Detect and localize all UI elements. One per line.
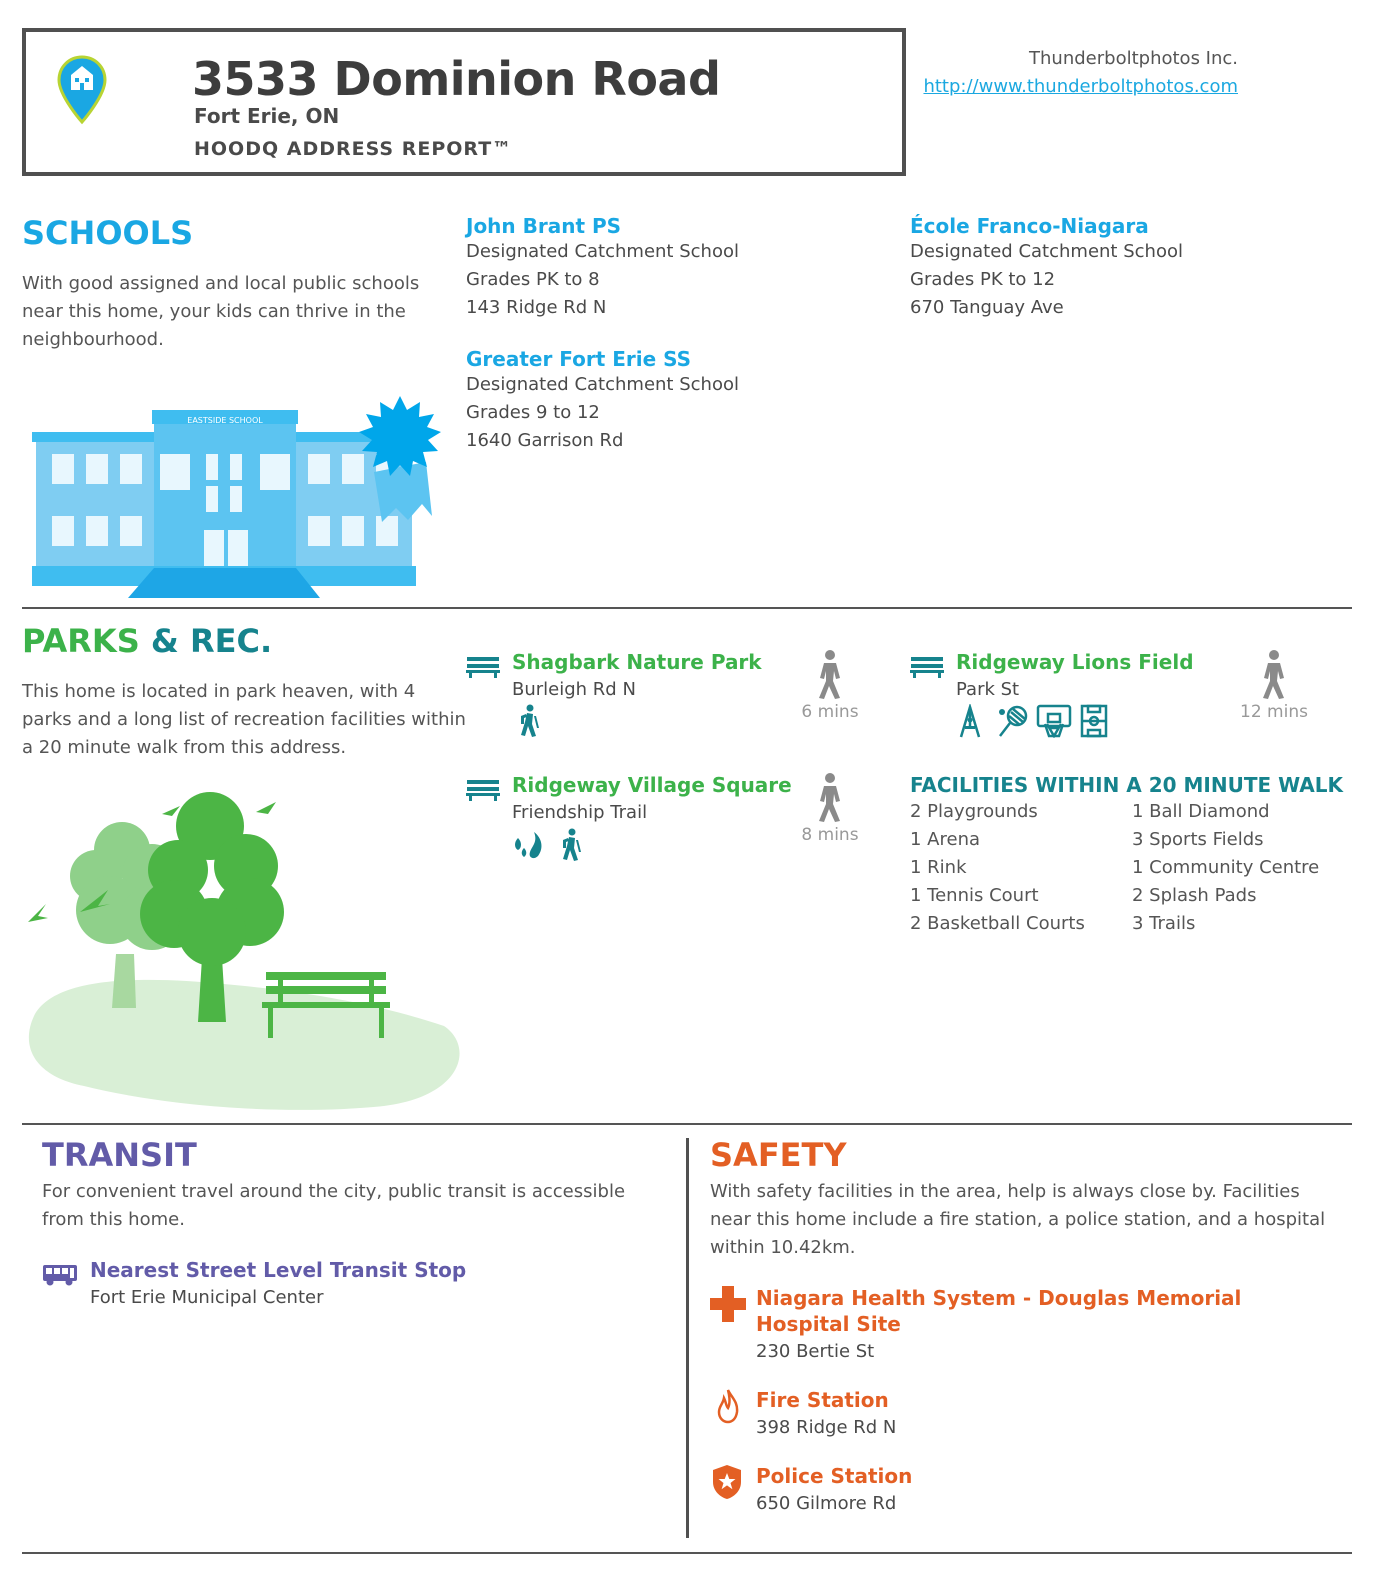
transit-stop-name: Fort Erie Municipal Center [90,1287,324,1308]
playground-icon [958,704,988,738]
facilities-list-right [1132,798,1319,938]
school-building-illustration [30,392,450,602]
school-address: 143 Ridge Rd N [466,297,607,318]
park-bench-icon [910,656,944,678]
sports-field-icon [1080,704,1108,738]
school-address: 670 Tanguay Ave [910,297,1064,318]
school-card [466,347,739,455]
transit-title: TRANSIT [42,1136,197,1174]
safety-title: SAFETY [710,1136,847,1174]
facility-item: 1 Ball Diamond [1132,801,1270,822]
hiking-icon [518,704,540,738]
park-address: Park St [956,679,1020,700]
walking-person-icon [814,650,846,700]
school-grades: Grades 9 to 12 [466,402,600,423]
park-name: Shagbark Nature Park [512,650,762,674]
transit-stop-label: Nearest Street Level Transit Stop [90,1258,467,1282]
hospital-name [756,1286,1241,1336]
school-sign-text: EASTSIDE SCHOOL [187,416,263,425]
park-name: Ridgeway Lions Field [956,650,1194,674]
address-title: 3533 Dominion Road [192,52,721,106]
parks-description: This home is located in park heaven, with 4 parks and a long list of recreation facilities within a 20 minute walk from this address. [22,681,466,758]
hiking-icon [560,828,582,862]
facility-item: 3 Trails [1132,913,1196,934]
hospital-address: 230 Bertie St [756,1341,875,1362]
park-bench-icon [466,779,500,801]
school-name: Greater Fort Erie SS [466,347,692,371]
police-badge-icon [712,1464,742,1500]
police-station-address: 650 Gilmore Rd [756,1493,897,1514]
school-address: 1640 Garrison Rd [466,430,624,451]
park-illustration [24,786,464,1114]
hospital-name-line-1: Niagara Health System - Douglas Memorial [756,1286,1242,1310]
facility-item: 1 Community Centre [1132,857,1320,878]
address-city: Fort Erie, ON [194,104,340,128]
section-divider [22,607,1352,609]
transit-description: For convenient travel around the city, public transit is accessible from this home. [42,1181,626,1230]
park-bench-icon [466,656,500,678]
school-type: Designated Catchment School [466,374,739,395]
hospital-cross-icon [710,1286,746,1322]
school-grades: Grades PK to 12 [910,269,1056,290]
facilities-title: FACILITIES WITHIN A 20 MINUTE WALK [910,773,1343,797]
school-type: Designated Catchment School [910,241,1183,262]
hospital-name-line-2: Hospital Site [756,1312,901,1336]
school-type: Designated Catchment School [466,241,739,262]
company-link[interactable]: http://www.thunderboltphotos.com [923,76,1238,97]
parks-title-a: PARKS [22,622,140,660]
school-card [466,214,739,322]
facility-item: 1 Arena [910,829,981,850]
fire-icon [716,1388,740,1424]
park-address: Burleigh Rd N [512,679,636,700]
walking-person-icon [1258,650,1290,700]
column-divider [686,1138,689,1538]
school-grades: Grades PK to 8 [466,269,600,290]
tennis-icon [996,704,1030,738]
park-address: Friendship Trail [512,802,648,823]
facility-item: 1 Tennis Court [910,885,1039,906]
fire-station-name: Fire Station [756,1388,889,1412]
splash-pad-icon [512,828,548,860]
parks-title-b: & REC. [139,622,273,660]
basketball-icon [1036,704,1072,738]
facility-item: 1 Rink [910,857,967,878]
walk-time-label: 6 mins [801,702,859,722]
report-label: HOODQ ADDRESS REPORT™ [194,138,513,160]
facility-item: 2 Basketball Courts [910,913,1085,934]
fire-station-address: 398 Ridge Rd N [756,1417,897,1438]
section-divider [22,1123,1352,1125]
facility-item: 2 Playgrounds [910,801,1038,822]
facility-item: 2 Splash Pads [1132,885,1257,906]
park-name: Ridgeway Village Square [512,773,792,797]
walk-time-label: 8 mins [801,825,859,845]
walk-time-label: 12 mins [1240,702,1308,722]
police-station-name: Police Station [756,1464,913,1488]
home-location-pin-icon [56,54,108,126]
bus-icon [42,1264,78,1286]
school-card [910,214,1183,322]
parks-title [22,622,272,660]
walking-person-icon [814,773,846,823]
section-divider [22,1552,1352,1554]
schools-title: SCHOOLS [22,214,194,252]
school-name: École Franco-Niagara [910,214,1149,238]
school-name: John Brant PS [466,214,622,238]
schools-description: With good assigned and local public schools near this home, your kids can thrive in the neighbourhood. [22,273,420,350]
safety-description: With safety facilities in the area, help is always close by. Facilities near this home include a fire station, a police station, and a hospital within 10.42km. [710,1181,1326,1258]
facility-item: 3 Sports Fields [1132,829,1264,850]
facilities-list-left [910,798,1085,938]
company-name: Thunderboltphotos Inc. [1029,48,1238,69]
